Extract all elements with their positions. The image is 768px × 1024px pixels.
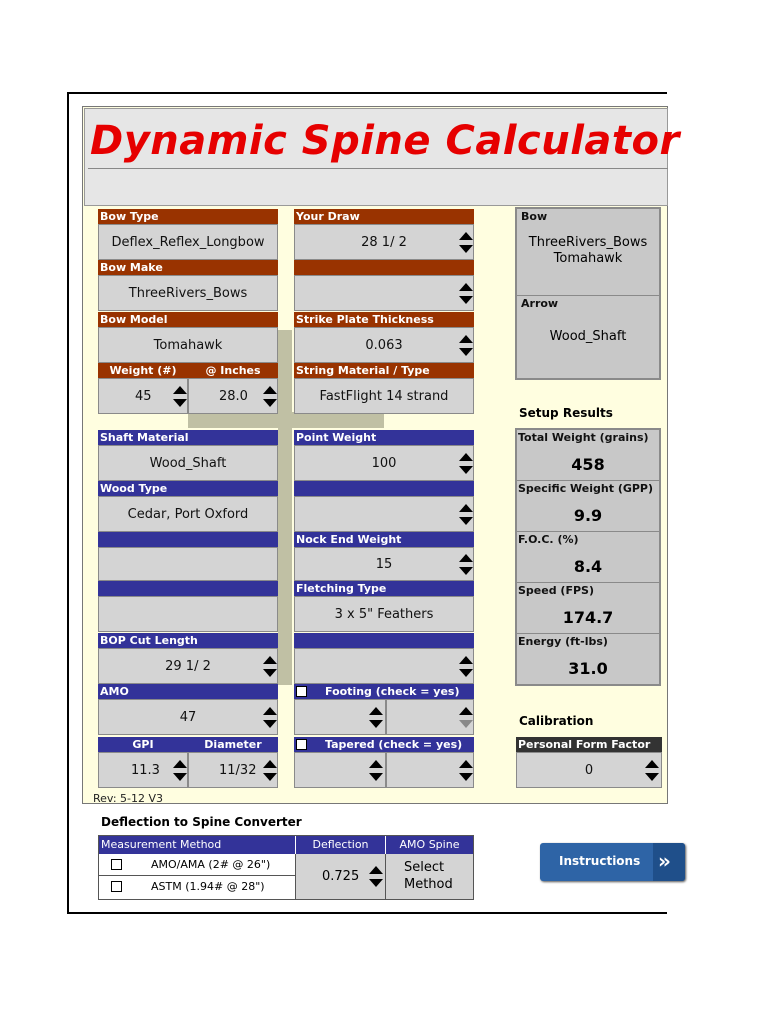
tapered-label: Tapered (check = yes)	[325, 738, 463, 751]
inches-input[interactable]: 28.0	[188, 378, 278, 414]
up-arrow-icon	[263, 386, 277, 394]
blank-field	[98, 547, 278, 581]
down-arrow-icon	[459, 296, 473, 304]
result-value: 174.7	[562, 608, 614, 627]
connector-strip	[188, 412, 384, 428]
tapered-checkbox[interactable]	[296, 739, 307, 750]
result-value: 458	[571, 455, 605, 474]
up-arrow-icon	[173, 386, 187, 394]
result-speed	[517, 583, 659, 634]
diameter-input[interactable]: 11/32	[188, 752, 278, 788]
footing-checkbox[interactable]	[296, 686, 307, 697]
nock-header: Nock End Weight	[294, 532, 474, 547]
diameter-spinner[interactable]	[262, 752, 278, 788]
up-arrow-icon	[459, 504, 473, 512]
result-value: 8.4	[573, 557, 603, 576]
pff-input[interactable]: 0	[516, 752, 662, 788]
down-arrow-icon	[459, 466, 473, 474]
diameter-header: Diameter	[188, 737, 278, 752]
fletching-select[interactable]: 3 x 5" Feathers	[294, 596, 474, 632]
gpi-input[interactable]: 11.3	[98, 752, 188, 788]
strike-plate-spinner[interactable]	[458, 327, 474, 363]
down-arrow-icon	[459, 517, 473, 525]
results-box	[515, 428, 661, 686]
up-arrow-icon	[369, 760, 383, 768]
result-energy	[517, 634, 659, 684]
strike-plate-input[interactable]: 0.063	[294, 327, 474, 363]
blank-header	[98, 532, 278, 547]
up-arrow-icon	[369, 866, 383, 874]
title-divider	[88, 168, 668, 169]
down-arrow-icon	[263, 669, 277, 677]
up-arrow-icon	[459, 707, 473, 715]
blank-header	[294, 481, 474, 496]
up-arrow-icon	[173, 760, 187, 768]
blank-header	[294, 260, 474, 275]
converter-heading: Deflection to Spine Converter	[101, 815, 302, 829]
amo-method-label: AMO/AMA (2# @ 26")	[151, 858, 271, 871]
result-label: Speed (FPS)	[518, 584, 594, 597]
blank-spinner[interactable]	[458, 648, 474, 684]
bow-model-header: Bow Model	[98, 312, 278, 327]
weight-spinner[interactable]	[172, 378, 188, 414]
down-arrow-icon	[369, 773, 383, 781]
down-arrow-icon	[263, 720, 277, 728]
result-label: F.O.C. (%)	[518, 533, 579, 546]
blank-spinner[interactable]	[458, 496, 474, 532]
result-value: 9.9	[573, 506, 603, 525]
revision-label: Rev: 5-12 V3	[93, 792, 164, 805]
amo-method-checkbox[interactable]	[111, 859, 122, 870]
connector-strip	[278, 330, 292, 685]
down-arrow-icon	[459, 669, 473, 677]
down-arrow-icon	[645, 773, 659, 781]
down-arrow-icon	[459, 567, 473, 575]
amo-input[interactable]: 47	[98, 699, 278, 735]
bop-spinner[interactable]	[262, 648, 278, 684]
strike-plate-header: Strike Plate Thickness	[294, 312, 474, 327]
weight-header: Weight (#)	[98, 363, 188, 378]
setup-results-heading: Setup Results	[519, 406, 613, 420]
down-arrow-icon	[369, 720, 383, 728]
instructions-arrow-area	[653, 843, 685, 881]
bow-model-select[interactable]: Tomahawk	[98, 327, 278, 363]
string-header: String Material / Type	[294, 363, 474, 378]
blank-spinner[interactable]	[458, 275, 474, 311]
tapered-spinner-a[interactable]	[368, 752, 384, 788]
summary-arrow-label: Arrow	[521, 297, 559, 310]
down-arrow-icon	[173, 399, 187, 407]
calibration-heading: Calibration	[519, 714, 594, 728]
down-arrow-icon	[459, 773, 473, 781]
point-weight-spinner[interactable]	[458, 445, 474, 481]
up-arrow-icon	[263, 707, 277, 715]
nock-input[interactable]: 15	[294, 547, 474, 581]
wood-type-select[interactable]: Cedar, Port Oxford	[98, 496, 278, 532]
double-chevron-right-icon: »	[658, 849, 671, 873]
summary-bow-label: Bow	[521, 210, 548, 223]
footing-header	[294, 684, 474, 699]
tapered-spinner-b[interactable]	[458, 752, 474, 788]
instructions-label: Instructions	[559, 854, 641, 868]
up-arrow-icon	[263, 656, 277, 664]
result-label: Specific Weight (GPP)	[518, 482, 654, 495]
nock-spinner[interactable]	[458, 546, 474, 582]
summary-box	[515, 207, 661, 380]
method-row-astm[interactable]	[99, 876, 295, 899]
blank-field	[294, 648, 474, 684]
your-draw-input[interactable]: 28 1/ 2	[294, 224, 474, 260]
result-specific-weight	[517, 481, 659, 532]
pff-header: Personal Form Factor	[516, 737, 662, 752]
inches-header: @ Inches	[188, 363, 278, 378]
your-draw-spinner[interactable]	[458, 224, 474, 260]
converter-col-deflection: Deflection	[295, 836, 385, 854]
summary-arrow-value: Wood_Shaft	[549, 329, 627, 344]
up-arrow-icon	[459, 656, 473, 664]
bop-input[interactable]: 29 1/ 2	[98, 648, 278, 684]
result-total-weight	[517, 430, 659, 481]
down-arrow-icon	[459, 245, 473, 253]
astm-method-label: ASTM (1.94# @ 28")	[151, 880, 265, 893]
blank-field	[294, 275, 474, 311]
down-arrow-icon	[263, 773, 277, 781]
bop-header: BOP Cut Length	[98, 633, 278, 648]
down-arrow-icon	[263, 399, 277, 407]
amo-spine-line2: Method	[404, 877, 453, 892]
deflection-spinner[interactable]	[368, 858, 384, 894]
result-label: Total Weight (grains)	[518, 431, 649, 444]
blank-field	[294, 496, 474, 532]
amo-spine-output	[385, 854, 473, 899]
astm-method-checkbox[interactable]	[111, 881, 122, 892]
inches-spinner[interactable]	[262, 378, 278, 414]
amo-spinner[interactable]	[262, 699, 278, 735]
footing-label: Footing (check = yes)	[325, 685, 460, 698]
up-arrow-icon	[459, 760, 473, 768]
converter-col-amo: AMO Spine	[385, 836, 473, 854]
result-label: Energy (ft-lbs)	[518, 635, 608, 648]
up-arrow-icon	[459, 283, 473, 291]
converter-col-method: Measurement Method	[99, 836, 295, 854]
shaft-material-select[interactable]: Wood_Shaft	[98, 445, 278, 481]
shaft-material-header: Shaft Material	[98, 430, 278, 445]
weight-input[interactable]: 45	[98, 378, 188, 414]
down-arrow-icon	[459, 348, 473, 356]
converter-table	[98, 835, 474, 900]
blank-header	[294, 633, 474, 648]
summary-bow-make: ThreeRivers_Bows	[528, 235, 648, 250]
point-weight-input[interactable]: 100	[294, 445, 474, 481]
bow-type-header: Bow Type	[98, 209, 278, 224]
amo-spine-line1: Select	[404, 860, 445, 875]
up-arrow-icon	[459, 453, 473, 461]
tapered-header	[294, 737, 474, 752]
result-value: 31.0	[568, 659, 608, 678]
down-arrow-icon	[173, 773, 187, 781]
pff-spinner[interactable]	[644, 752, 660, 788]
amo-header: AMO	[98, 684, 278, 699]
wood-type-header: Wood Type	[98, 481, 278, 496]
footing-spinner-b[interactable]	[458, 699, 474, 735]
bow-make-select[interactable]: ThreeRivers_Bows	[98, 275, 278, 311]
result-foc	[517, 532, 659, 583]
up-arrow-icon	[263, 760, 277, 768]
bow-make-header: Bow Make	[98, 260, 278, 275]
bow-type-select[interactable]: Deflex_Reflex_Longbow	[98, 224, 278, 260]
down-arrow-icon	[459, 720, 473, 728]
up-arrow-icon	[645, 760, 659, 768]
up-arrow-icon	[459, 232, 473, 240]
summary-divider	[517, 295, 659, 296]
blank-header	[98, 581, 278, 596]
deflection-value: 0.725	[322, 869, 360, 884]
up-arrow-icon	[369, 707, 383, 715]
fletching-header: Fletching Type	[294, 581, 474, 596]
point-weight-header: Point Weight	[294, 430, 474, 445]
gpi-header: GPI	[98, 737, 188, 752]
down-arrow-icon	[369, 879, 383, 887]
gpi-spinner[interactable]	[172, 752, 188, 788]
summary-bow-model: Tomahawk	[553, 251, 623, 266]
string-select[interactable]: FastFlight 14 strand	[294, 378, 474, 414]
deflection-input[interactable]	[295, 854, 385, 899]
your-draw-header: Your Draw	[294, 209, 474, 224]
page-title: Dynamic Spine Calculator	[90, 118, 680, 164]
up-arrow-icon	[459, 335, 473, 343]
method-row-amo[interactable]	[99, 854, 295, 876]
blank-field	[98, 596, 278, 632]
footing-spinner-a[interactable]	[368, 699, 384, 735]
instructions-button[interactable]	[540, 843, 685, 881]
up-arrow-icon	[459, 554, 473, 562]
